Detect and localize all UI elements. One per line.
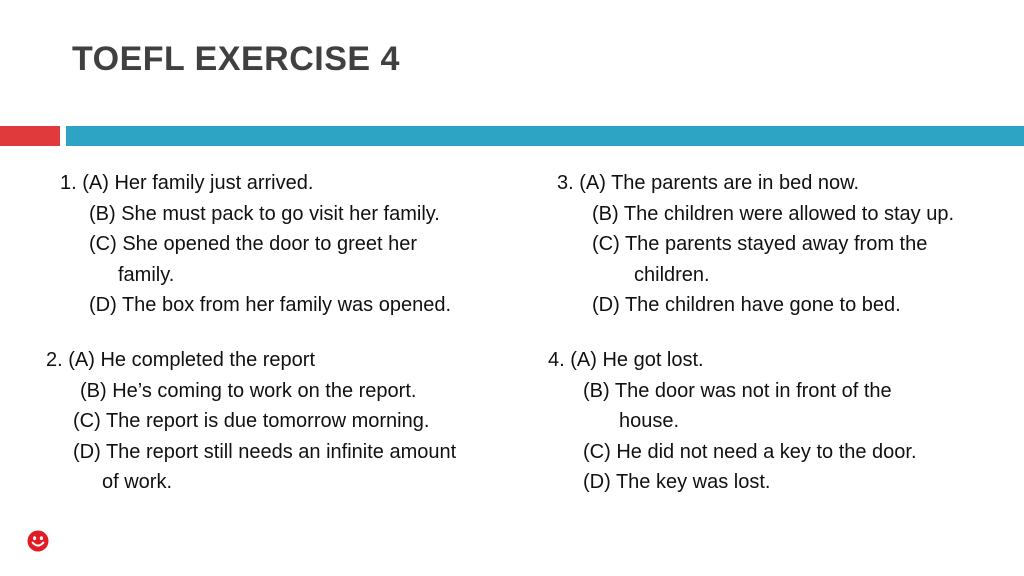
question-2-option-d: (D) The report still needs an infinite amount [73,440,457,463]
accent-bar-red [0,126,60,146]
question-2-option-b: (B) He’s coming to work on the report. [80,379,417,402]
question-3-option-c: (C) The parents stayed away from the [592,233,928,255]
question-3-option-a: 3. (A) The parents are in bed now. [557,172,860,194]
slide-title: TOEFL EXERCISE 4 [72,40,400,78]
question-1-option-d: (D) The box from her family was opened. [89,294,452,316]
question-3-option-c-cont: children. [634,263,710,286]
question-4-option-b: (B) The door was not in front of the [583,379,892,402]
question-1-option-c-cont: family. [118,263,175,286]
question-4-option-b-cont: house. [619,410,680,432]
question-4-option-d: (D) The key was lost. [583,471,771,493]
question-3-option-d: (D) The children have gone to bed. [592,294,901,316]
question-1-option-b: (B) She must pack to go visit her family. [89,202,440,225]
smiley-face-icon [27,530,49,552]
question-1-option-a: 1. (A) Her family just arrived. [60,172,314,194]
question-1-option-c: (C) She opened the door to greet her [89,233,417,255]
question-2-option-d-cont: of work. [102,471,173,493]
question-2 [46,345,456,498]
question-4-option-c: (C) He did not need a key to the door. [583,440,917,463]
question-4 [548,345,917,498]
question-2-option-c: (C) The report is due tomorrow morning. [73,410,430,432]
question-2-option-a: 2. (A) He completed the report [46,349,316,371]
question-1 [60,168,451,321]
question-3 [557,168,954,321]
question-4-option-a: 4. (A) He got lost. [548,349,704,371]
question-3-option-b: (B) The children were allowed to stay up. [592,202,955,225]
accent-bar-blue [66,126,1024,146]
